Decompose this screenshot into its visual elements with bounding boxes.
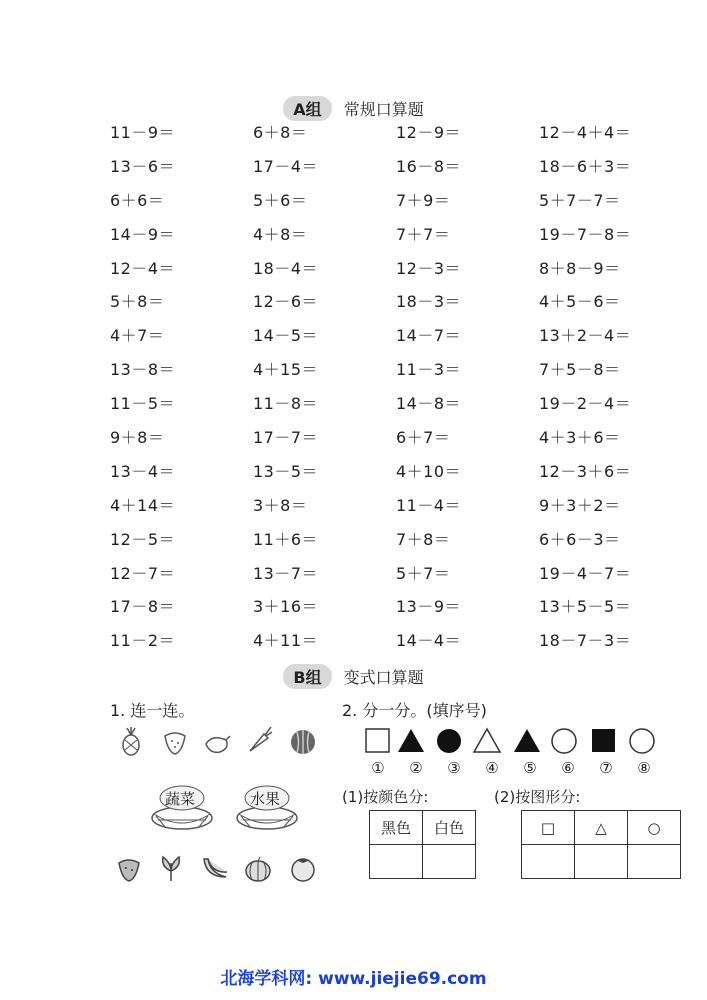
tomato-icon[interactable] — [288, 853, 318, 883]
strawberry-icon[interactable] — [160, 726, 190, 756]
shape-5-triangle-black — [514, 729, 540, 752]
carrot-icon[interactable] — [244, 724, 274, 754]
problem-row — [110, 357, 670, 391]
math-problem: 6＋6＝ — [110, 190, 165, 210]
math-problem: 14－5＝ — [253, 326, 319, 346]
problem-row — [110, 425, 670, 459]
problem-row — [110, 222, 670, 256]
header-black: 黑色 — [370, 811, 423, 845]
shape-1-square-white — [366, 729, 389, 752]
pumpkin-icon[interactable] — [243, 854, 273, 884]
number-5: ⑤ — [523, 759, 537, 777]
math-problem: 17－4＝ — [253, 156, 319, 176]
math-problem: 3＋16＝ — [253, 597, 319, 617]
section-b-title — [0, 664, 707, 689]
math-problem: 19－7－8＝ — [539, 224, 632, 244]
math-problem: 4＋14＝ — [110, 495, 176, 515]
header-triangle: △ — [575, 811, 628, 845]
math-problem: 4＋8＝ — [253, 224, 308, 244]
math-problem: 18－4＝ — [253, 258, 319, 278]
math-problem: 17－8＝ — [110, 597, 176, 617]
math-problem: 14－7＝ — [396, 326, 462, 346]
math-problem: 6＋7＝ — [396, 428, 451, 448]
pineapple-icon[interactable] — [116, 726, 146, 756]
math-problem: 18－7－3＝ — [539, 631, 632, 651]
problem-row — [110, 391, 670, 425]
problem-row — [110, 256, 670, 290]
shape-6-circle-white — [552, 729, 576, 753]
section-a-badge: A组 — [283, 96, 331, 121]
math-problem: 12－7＝ — [110, 563, 176, 583]
number-8: ⑧ — [637, 759, 651, 777]
math-problem: 6＋6－3＝ — [539, 529, 621, 549]
math-problem: 5＋7＝ — [396, 563, 451, 583]
math-problem: 13－8＝ — [110, 360, 176, 380]
header-white: 白色 — [423, 811, 476, 845]
math-problem: 9＋3＋2＝ — [539, 495, 621, 515]
math-problem: 12－4＋4＝ — [539, 123, 632, 142]
math-problem: 3＋8＝ — [253, 495, 308, 515]
math-problem: 8＋8－9＝ — [539, 258, 621, 278]
header-square: □ — [522, 811, 575, 845]
math-problem: 4＋15＝ — [253, 360, 319, 380]
math-problem: 4＋10＝ — [396, 461, 462, 481]
problem-row — [110, 527, 670, 561]
math-problem: 18－6＋3＝ — [539, 156, 632, 176]
problem-row — [110, 188, 670, 222]
shape-2-triangle-black — [398, 729, 424, 752]
math-problem: 7＋8＝ — [396, 529, 451, 549]
shape-row — [364, 726, 664, 756]
math-problem: 16－8＝ — [396, 156, 462, 176]
color-sort-table — [369, 810, 476, 879]
problem-row — [110, 154, 670, 188]
math-problem: 13＋5－5＝ — [539, 597, 632, 617]
math-problem: 11－9＝ — [110, 123, 176, 142]
math-problem: 6＋8＝ — [253, 123, 308, 142]
math-problem: 14－8＝ — [396, 394, 462, 414]
math-problem: 4＋3＋6＝ — [539, 428, 621, 448]
math-problem: 13－5＝ — [253, 461, 319, 481]
math-problem: 14－4＝ — [396, 631, 462, 651]
shape-sort-table — [521, 810, 681, 879]
basket-fruit-label: 水果 — [250, 790, 281, 808]
problem-row — [110, 120, 670, 154]
math-problem: 4＋5－6＝ — [539, 292, 621, 312]
math-problem: 12－4＝ — [110, 258, 176, 278]
math-problem: 19－4－7＝ — [539, 563, 632, 583]
number-4: ④ — [485, 759, 499, 777]
greens-icon[interactable] — [156, 853, 186, 883]
problem-row — [110, 459, 670, 493]
shape-7-square-black — [592, 729, 615, 752]
math-problem: 12－6＝ — [253, 292, 319, 312]
math-problem: 5＋7－7＝ — [539, 190, 621, 210]
math-problem: 11＋6＝ — [253, 529, 319, 549]
strawberry-icon[interactable] — [114, 853, 144, 883]
math-problem: 13－4＝ — [110, 461, 176, 481]
problem-row — [110, 628, 670, 662]
number-6: ⑥ — [561, 759, 575, 777]
math-problem: 11－4＝ — [396, 495, 462, 515]
basket-fruits[interactable] — [231, 784, 303, 832]
number-1: ① — [371, 759, 385, 777]
problem-row — [110, 323, 670, 357]
problem-row — [110, 594, 670, 628]
math-problem: 12－9＝ — [396, 123, 462, 142]
number-7: ⑦ — [599, 759, 613, 777]
math-problem: 12－3＝ — [396, 258, 462, 278]
header-circle: ○ — [628, 811, 681, 845]
math-problem: 14－9＝ — [110, 224, 176, 244]
pepper-icon[interactable] — [202, 728, 232, 758]
math-problem: 13－6＝ — [110, 156, 176, 176]
math-problem: 11－5＝ — [110, 394, 176, 414]
section-a-title — [0, 96, 707, 121]
problem-row — [110, 561, 670, 595]
math-problem: 5＋6＝ — [253, 190, 308, 210]
banana-icon[interactable] — [200, 853, 230, 883]
number-3: ③ — [447, 759, 461, 777]
answer-triangle-cell[interactable] — [575, 845, 628, 879]
problem-row — [110, 493, 670, 527]
math-problem: 11－3＝ — [396, 360, 462, 380]
shape-3-circle-black — [437, 729, 461, 753]
math-problem: 12－3＋6＝ — [539, 461, 632, 481]
section-a-label: 常规口算题 — [343, 100, 424, 119]
math-problem: 12－5＝ — [110, 529, 176, 549]
math-problem: 13＋2－4＝ — [539, 326, 632, 346]
watermelon-icon[interactable] — [288, 726, 318, 756]
math-problem: 5＋8＝ — [110, 292, 165, 312]
math-problem: 17－7＝ — [253, 428, 319, 448]
math-problem: 7＋5－8＝ — [539, 360, 621, 380]
section-b-badge: B组 — [283, 664, 331, 689]
sub1-title: (1)按颜色分: — [342, 788, 429, 806]
q1-title: 1. 连一连。 — [110, 701, 195, 720]
answer-circle-cell[interactable] — [628, 845, 681, 879]
answer-square-cell[interactable] — [522, 845, 575, 879]
q2-title: 2. 分一分。(填序号) — [342, 701, 487, 720]
math-problem: 18－3＝ — [396, 292, 462, 312]
shape-8-circle-white — [630, 729, 654, 753]
math-problem: 13－7＝ — [253, 563, 319, 583]
math-problem: 4＋7＝ — [110, 326, 165, 346]
math-problem: 11－8＝ — [253, 394, 319, 414]
math-problem: 13－9＝ — [396, 597, 462, 617]
basket-vegetables[interactable] — [146, 784, 218, 832]
basket-veg-label: 蔬菜 — [165, 790, 196, 808]
shape-4-triangle-white — [474, 729, 500, 752]
problem-row — [110, 289, 670, 323]
number-2: ② — [409, 759, 423, 777]
sub2-title: (2)按图形分: — [494, 788, 581, 806]
answer-black-cell[interactable] — [370, 845, 423, 879]
math-problem: 4＋11＝ — [253, 631, 319, 651]
math-problem: 19－2－4＝ — [539, 394, 632, 414]
section-b-label: 变式口算题 — [343, 668, 424, 687]
math-problem: 11－2＝ — [110, 631, 176, 651]
answer-white-cell[interactable] — [423, 845, 476, 879]
math-problem: 9＋8＝ — [110, 428, 165, 448]
problem-grid — [110, 120, 670, 662]
math-problem: 7＋9＝ — [396, 190, 451, 210]
footer-watermark: 北海学科网: www.jiejie69.com — [220, 969, 487, 989]
math-problem: 7＋7＝ — [396, 224, 451, 244]
